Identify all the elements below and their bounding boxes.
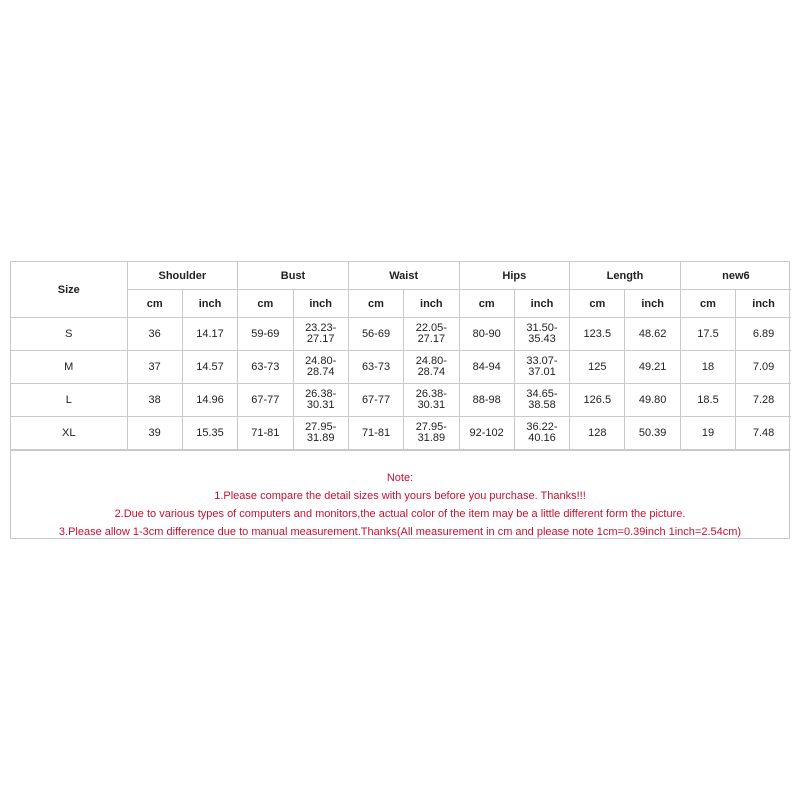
header-new6: new6 — [680, 262, 791, 290]
table-cell: 6.89 — [736, 318, 791, 351]
size-header: Size — [11, 262, 127, 318]
table-cell: 63-73 — [238, 351, 293, 384]
table-row — [11, 417, 791, 450]
table-cell: 38 — [127, 384, 182, 417]
table-cell: 123.5 — [570, 318, 625, 351]
table-cell — [404, 417, 459, 450]
table-cell: 128 — [570, 417, 625, 450]
table-cell: 37 — [127, 351, 182, 384]
unit-header: cm — [570, 290, 625, 318]
table-cell-text: 34.65-38.58 — [526, 388, 558, 411]
header-waist: Waist — [348, 262, 459, 290]
table-cell: 17.5 — [680, 318, 735, 351]
table-cell: 80-90 — [459, 318, 514, 351]
table-cell: 39 — [127, 417, 182, 450]
table-cell: 14.57 — [182, 351, 237, 384]
header-shoulder: Shoulder — [127, 262, 238, 290]
table-cell: 36 — [127, 318, 182, 351]
unit-header: inch — [514, 290, 569, 318]
table-cell — [293, 351, 348, 384]
table-cell — [293, 318, 348, 351]
table-cell: 92-102 — [459, 417, 514, 450]
unit-header: inch — [736, 290, 791, 318]
table-cell-text: 26.38-30.31 — [305, 388, 337, 411]
unit-header: inch — [625, 290, 680, 318]
header-length: Length — [570, 262, 681, 290]
table-cell: 88-98 — [459, 384, 514, 417]
table-cell-text: 23.23-27.17 — [305, 322, 337, 345]
table-row — [11, 384, 791, 417]
table-cell — [404, 318, 459, 351]
table-cell-text: 31.50-35.43 — [526, 322, 558, 345]
table-cell: 7.28 — [736, 384, 791, 417]
table-cell: 19 — [680, 417, 735, 450]
unit-header: inch — [293, 290, 348, 318]
table-cell: 67-77 — [238, 384, 293, 417]
table-cell-text: 36.22-40.16 — [526, 421, 558, 444]
table-cell — [404, 351, 459, 384]
header-hips: Hips — [459, 262, 570, 290]
table-cell: 126.5 — [570, 384, 625, 417]
table-cell: 71-81 — [238, 417, 293, 450]
size-label: L — [11, 384, 127, 417]
table-cell: 7.48 — [736, 417, 791, 450]
table-cell-text: 33.07-37.01 — [526, 355, 558, 378]
unit-header: cm — [127, 290, 182, 318]
notes-section — [11, 450, 789, 538]
table-cell: 67-77 — [348, 384, 403, 417]
table-cell-text: 22.05-27.17 — [415, 322, 447, 345]
table-cell — [293, 384, 348, 417]
table-cell: 14.96 — [182, 384, 237, 417]
table-cell — [293, 417, 348, 450]
size-table — [11, 262, 791, 450]
table-cell: 71-81 — [348, 417, 403, 450]
unit-header: cm — [238, 290, 293, 318]
table-row — [11, 351, 791, 384]
table-cell — [404, 384, 459, 417]
table-row — [11, 318, 791, 351]
table-cell — [514, 417, 569, 450]
table-cell: 49.80 — [625, 384, 680, 417]
table-cell-text: 24.80-28.74 — [305, 355, 337, 378]
table-cell: 84-94 — [459, 351, 514, 384]
note-line: 1.Please compare the detail sizes with yours before you purchase. Thanks!!! — [214, 490, 586, 502]
size-label: M — [11, 351, 127, 384]
table-cell: 15.35 — [182, 417, 237, 450]
table-cell-text: 27.95-31.89 — [305, 421, 337, 444]
note-title: Note: — [386, 472, 414, 484]
table-cell: 18 — [680, 351, 735, 384]
table-cell: 56-69 — [348, 318, 403, 351]
unit-header: cm — [680, 290, 735, 318]
unit-header: cm — [459, 290, 514, 318]
table-cell-text: 26.38-30.31 — [415, 388, 447, 411]
header-row-units — [11, 290, 791, 318]
table-cell: 14.17 — [182, 318, 237, 351]
table-cell — [514, 318, 569, 351]
note-line: 3.Please allow 1-3cm difference due to manual measurement.Thanks(All measurement in cm and please note 1cm=0.39inch 1inch=2.54cm) — [58, 526, 742, 538]
table-cell: 63-73 — [348, 351, 403, 384]
table-cell-text: 24.80-28.74 — [415, 355, 447, 378]
size-label: S — [11, 318, 127, 351]
note-line: 2.Due to various types of computers and monitors,the actual color of the item may be a little different form the picture. — [114, 508, 686, 520]
unit-header: inch — [182, 290, 237, 318]
table-cell: 18.5 — [680, 384, 735, 417]
size-label: XL — [11, 417, 127, 450]
unit-header: inch — [404, 290, 459, 318]
table-cell: 50.39 — [625, 417, 680, 450]
table-cell: 59-69 — [238, 318, 293, 351]
table-cell — [514, 384, 569, 417]
header-row-groups — [11, 262, 791, 290]
unit-header: cm — [348, 290, 403, 318]
table-cell-text: 27.95-31.89 — [415, 421, 447, 444]
table-cell — [514, 351, 569, 384]
table-cell: 125 — [570, 351, 625, 384]
size-chart — [10, 261, 790, 539]
table-cell: 48.62 — [625, 318, 680, 351]
header-bust: Bust — [238, 262, 349, 290]
table-cell: 7.09 — [736, 351, 791, 384]
table-cell: 49.21 — [625, 351, 680, 384]
